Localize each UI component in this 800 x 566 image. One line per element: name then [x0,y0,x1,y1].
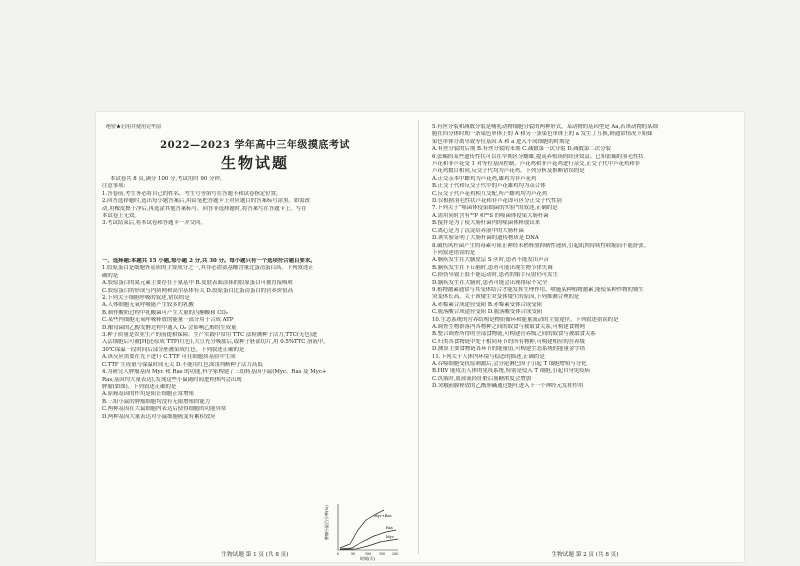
note-line: 动,用橡皮擦干净后,再选涂其他答案标号。回答非选择题时,将答案写在答题卡上。写在 [102,205,307,212]
question-line: C.反交子代芦花鸡相互交配,所产雌鸡均为芦花鸡 [432,190,548,197]
question-line: C.胶原蛋白的形成与内质网和高尔基体有关 D.胶原蛋白比蛋清蛋白的营养价值高 [102,287,294,294]
question-line: 3.种子质量是农业生产的前提和保障。生产实践中常用 TTC 法检测种子活力,TTC(无色)进 [102,332,318,339]
question-line: 入活细胞后可被[H]还原成 TTF(红色),大豆充分吸胀后,取种子胚部切片,用 0.5%TTC 溶液中, [102,339,325,346]
question-line: 5.有丝分裂和减数分裂是哺乳动物细胞分裂的两种形式。某动物的基因型是 Aa,若该动物的某细 [432,124,658,130]
question-line: C.两种基因在大鼠细胞内表达后使得细胞的功能异常 [102,406,227,413]
question-line: C.脱落酸合成途径受阻 D.脱落酸受体合成受阻 [432,309,543,316]
question-block [102,258,408,421]
notes-heading: 注意事项: [102,183,126,190]
question-line: A.调查生物群落内各物种之间的取食与被取食关系,可构建食物网 [432,323,585,330]
question-line: A.赤霉素合成途径受阻 B.赤霉素受体合成受阻 [432,301,543,308]
question-line: A.胶原蛋白的氮元素主要存在于氨基中 B.皮肤表面涂抹的胶原蛋白可被直接吸收 [102,280,293,287]
question-line: D.该实验证明了大肠杆菌的遗传物质是 DNA [432,235,539,242]
question-line: 4.为研究人肿瘤基因 Myc 和 Ras 的功能,科学家构建了三组转基因小鼠(Myc、Ras 及 Myc+ [102,369,327,376]
notes-list [102,191,408,228]
note-line: 本试卷上无效。 [102,213,140,220]
question-line: 肿瘤(如图)。下列叙述正确的是 [102,383,177,390]
exam-sheet [96,112,744,562]
question-line: 2.下列关于细胞呼吸的叙述,错误的是 [102,295,190,302]
question-line: 11.下列关于人体内环境与稳态的描述,正确的是 [432,353,545,360]
question-line: B.搅拌是为了使大肠杆菌内的噬菌体释放出来 [432,220,541,227]
question-line: D.两种基因大量表达对小鼠细胞癌变有累积效应 [102,413,216,420]
question-line: 胞在四分体时期一条染色单体上的 A 和另一条染色单体上的 a 发生了互换,则通常情况下姐妹 [432,131,653,138]
intro-block [102,176,408,228]
question-line: 8.破伤风杆菌产生的毒素可阻止神经末梢释放抑制性递质,引起肌肉持续性收缩而不能舒张。 [432,242,650,249]
question-line: C.某些内细胞无氧呼吸释放的能量一部分用于合成 ATP [102,317,234,324]
page-divider [418,120,419,554]
chart-xtick: 150 [379,552,386,556]
question-line: 确的是 [102,272,119,279]
question-line: A.有丝分裂的后期 B.有丝分裂的末期 C.减数第一次分裂 D.减数第二次分裂 [432,146,611,153]
page-1 [96,112,414,562]
question-line: A.原癌基因的作用是阻止细胞正常增殖 [102,391,194,398]
question-line: 10.生态系统的营养结构是物质循环和能量流动的主要途径。下列叙述错误的是 [432,316,619,323]
question-line: D.脑疾发生在大脑时,患者可能会出现排尿不完全 [432,279,548,286]
chart-xtick: 50 [351,552,356,556]
question-line: A.人体细胞无氧呼吸能产生较多的乳酸 [102,302,194,309]
question-line: 9.植物激素通常与其受体结合才能发挥生理作用。喷施某种植物激素,能使某种作物的矮生 [432,286,644,293]
question-line: D.测算主要食物链各环节的能量值,可构建生态系统的能量金字塔 [432,346,586,353]
question-line: A.需用同时含有³²P 和³⁵S 的噬菌体侵染大肠杆菌 [432,212,549,219]
question-line: 突变体长高。关于该矮生突变体矮生的原因,下列推测合理的是 [432,294,580,301]
secret-label: 绝密★启用并使用完毕前 [106,124,162,130]
chart-series-label: Ras [386,526,393,530]
note-line: 3.考试结束后,将本试卷和答题卡一并交回。 [102,220,206,227]
question-line: C.损伤导致上肢不能运动时,患者的缩手反射仍可发生 [432,272,558,279]
question-line: D.突触前膜释放的乙酰胆碱通过胞吐进入下一个神经元发挥作用 [432,383,584,390]
question-list [102,265,408,421]
question-line: B.HIV 能攻击人体的免疫系统,特别是侵入 T 细胞,引起自身免疫病 [432,368,590,375]
question-line: C.TTF 生成量与保温时间无关 D.不能用红色深浅判断种子活力高低 [102,361,263,368]
question-line: B.制作酸奶过程中乳酸菌可产生大量的丙酮酸和 CO₂ [102,309,228,316]
question-line: B.整合调查所得的全部食物链,可构建营养级之间的取食与被取食关系 [432,331,596,338]
chart-xtick: 200 [392,552,399,556]
chart-ylabel: 肿瘤小鼠百分率(%) [324,505,329,540]
chart-series-label: Myc [386,535,394,539]
chart-xtick: 0 [337,552,340,556]
question-line: A.吞噬细胞受抗原刺激后,会分泌淋巴因子引起 T 细胞增殖与分化 [432,361,587,367]
page-2 [426,112,744,562]
chart-xtick: 100 [365,552,372,556]
question-line: 6.张蜴的某些遗传性状可以在早期区分雌雄,提高养殖场的经济效益。已知张蜴的羽毛性状 [432,153,644,160]
question-line: 30℃保温一段时间后部分胚被染成红色。下列叙述正确的是 [102,346,245,353]
question-line: D.酿母菌的乙醇发酵过程中通入 O₂ 会影响乙醇的生成量 [102,324,237,331]
page-2-footer: 生物试题 第 2 页 (共 8 页) [551,552,619,558]
chart-series-label: Myc+Ras [374,514,392,518]
subject-title: 生物试题 [220,154,289,172]
intro-text: 本试卷共 8 页,满分 100 分,考试用时 90 分钟。 [110,176,226,182]
exam-title: 2022—2023 学年高中三年级摸底考试 [160,140,350,151]
question-line: 芦花和非芦花受 1 对等位基因控制。芦花鸡和非芦花鸡进行杂交,正交子代中芦花鸡和非 [432,161,641,168]
question-line: 1.胶原蛋白是细胞外基质的主要成分之一,其非必需氨基酸含量比蛋清蛋白高。下列叙述正 [102,265,314,272]
question-line: 芦花鸡数目相同,反交子代均为芦花鸡。下列分析及推断错误的是 [432,168,585,175]
section-title: 一、选择题:本题共 15 小题,每小题 2 分,共 30 分。每小题只有一个选项符合题目要求。 [102,258,316,264]
question-line: 下列叙述错误的是 [432,249,476,256]
question-line: 7.下列关于“噬菌体侵染细菌的实验”的叙述,正确的是 [432,205,558,212]
question-line: A.正交亲本中雌鸡为芦花鸡,雄鸡为非芦花鸡 [432,175,537,182]
question-line: D.仅根据羽毛性状芦花和非芦花即可区分正交子代性别 [432,198,562,205]
question-line: B.三组小鼠的肿瘤细胞均没有无限增殖的能力 [102,398,211,405]
note-line: 1.答卷前,考生务必将自己的姓名、考生号等填写在答题卡和试卷指定位置。 [102,190,282,197]
question-line: C.饥饿时,血液流经肝脏后血糖浓度会增加 [432,375,532,382]
question-line: C.离心是为了沉淀培养液中的大肠杆菌 [432,227,524,234]
question-line: 染色单体分离导致等位基因 A 和 a 进入不同细胞的时期是 [432,138,570,145]
question-line: A.脑疾发生在大脑皮层 S 区时,患者不能发出声音 [432,257,549,264]
question-line: C.归类各食物链中处于相同环节的所有物种,可构建相应的营养级 [432,338,585,345]
page-2-question-block [432,124,738,391]
chart-xlabel: 时间(天) [360,556,376,561]
question-line: B.正交子代和反交子代中的芦花雄鸡均为杂合体 [432,183,546,190]
page-1-footer: 生物试题 第 1 页 (共 8 页) [221,552,289,558]
question-line: Ras,基因均大量表达),发现这些小鼠随时间进程体内会出现 [102,376,242,383]
page-2-question-list [432,124,738,391]
note-line: 2.回答选择题时,选出每小题答案后,用铅笔把答题卡上对应题目的答案标号涂黑。如需改 [102,198,311,205]
question-line: B.脑疾发生在下丘脑时,患者可能出现生物节律失调 [432,264,553,271]
question-line: A.该反应需要在光下进行 C.TTF 可在细胞质基质中生成 [102,354,236,361]
